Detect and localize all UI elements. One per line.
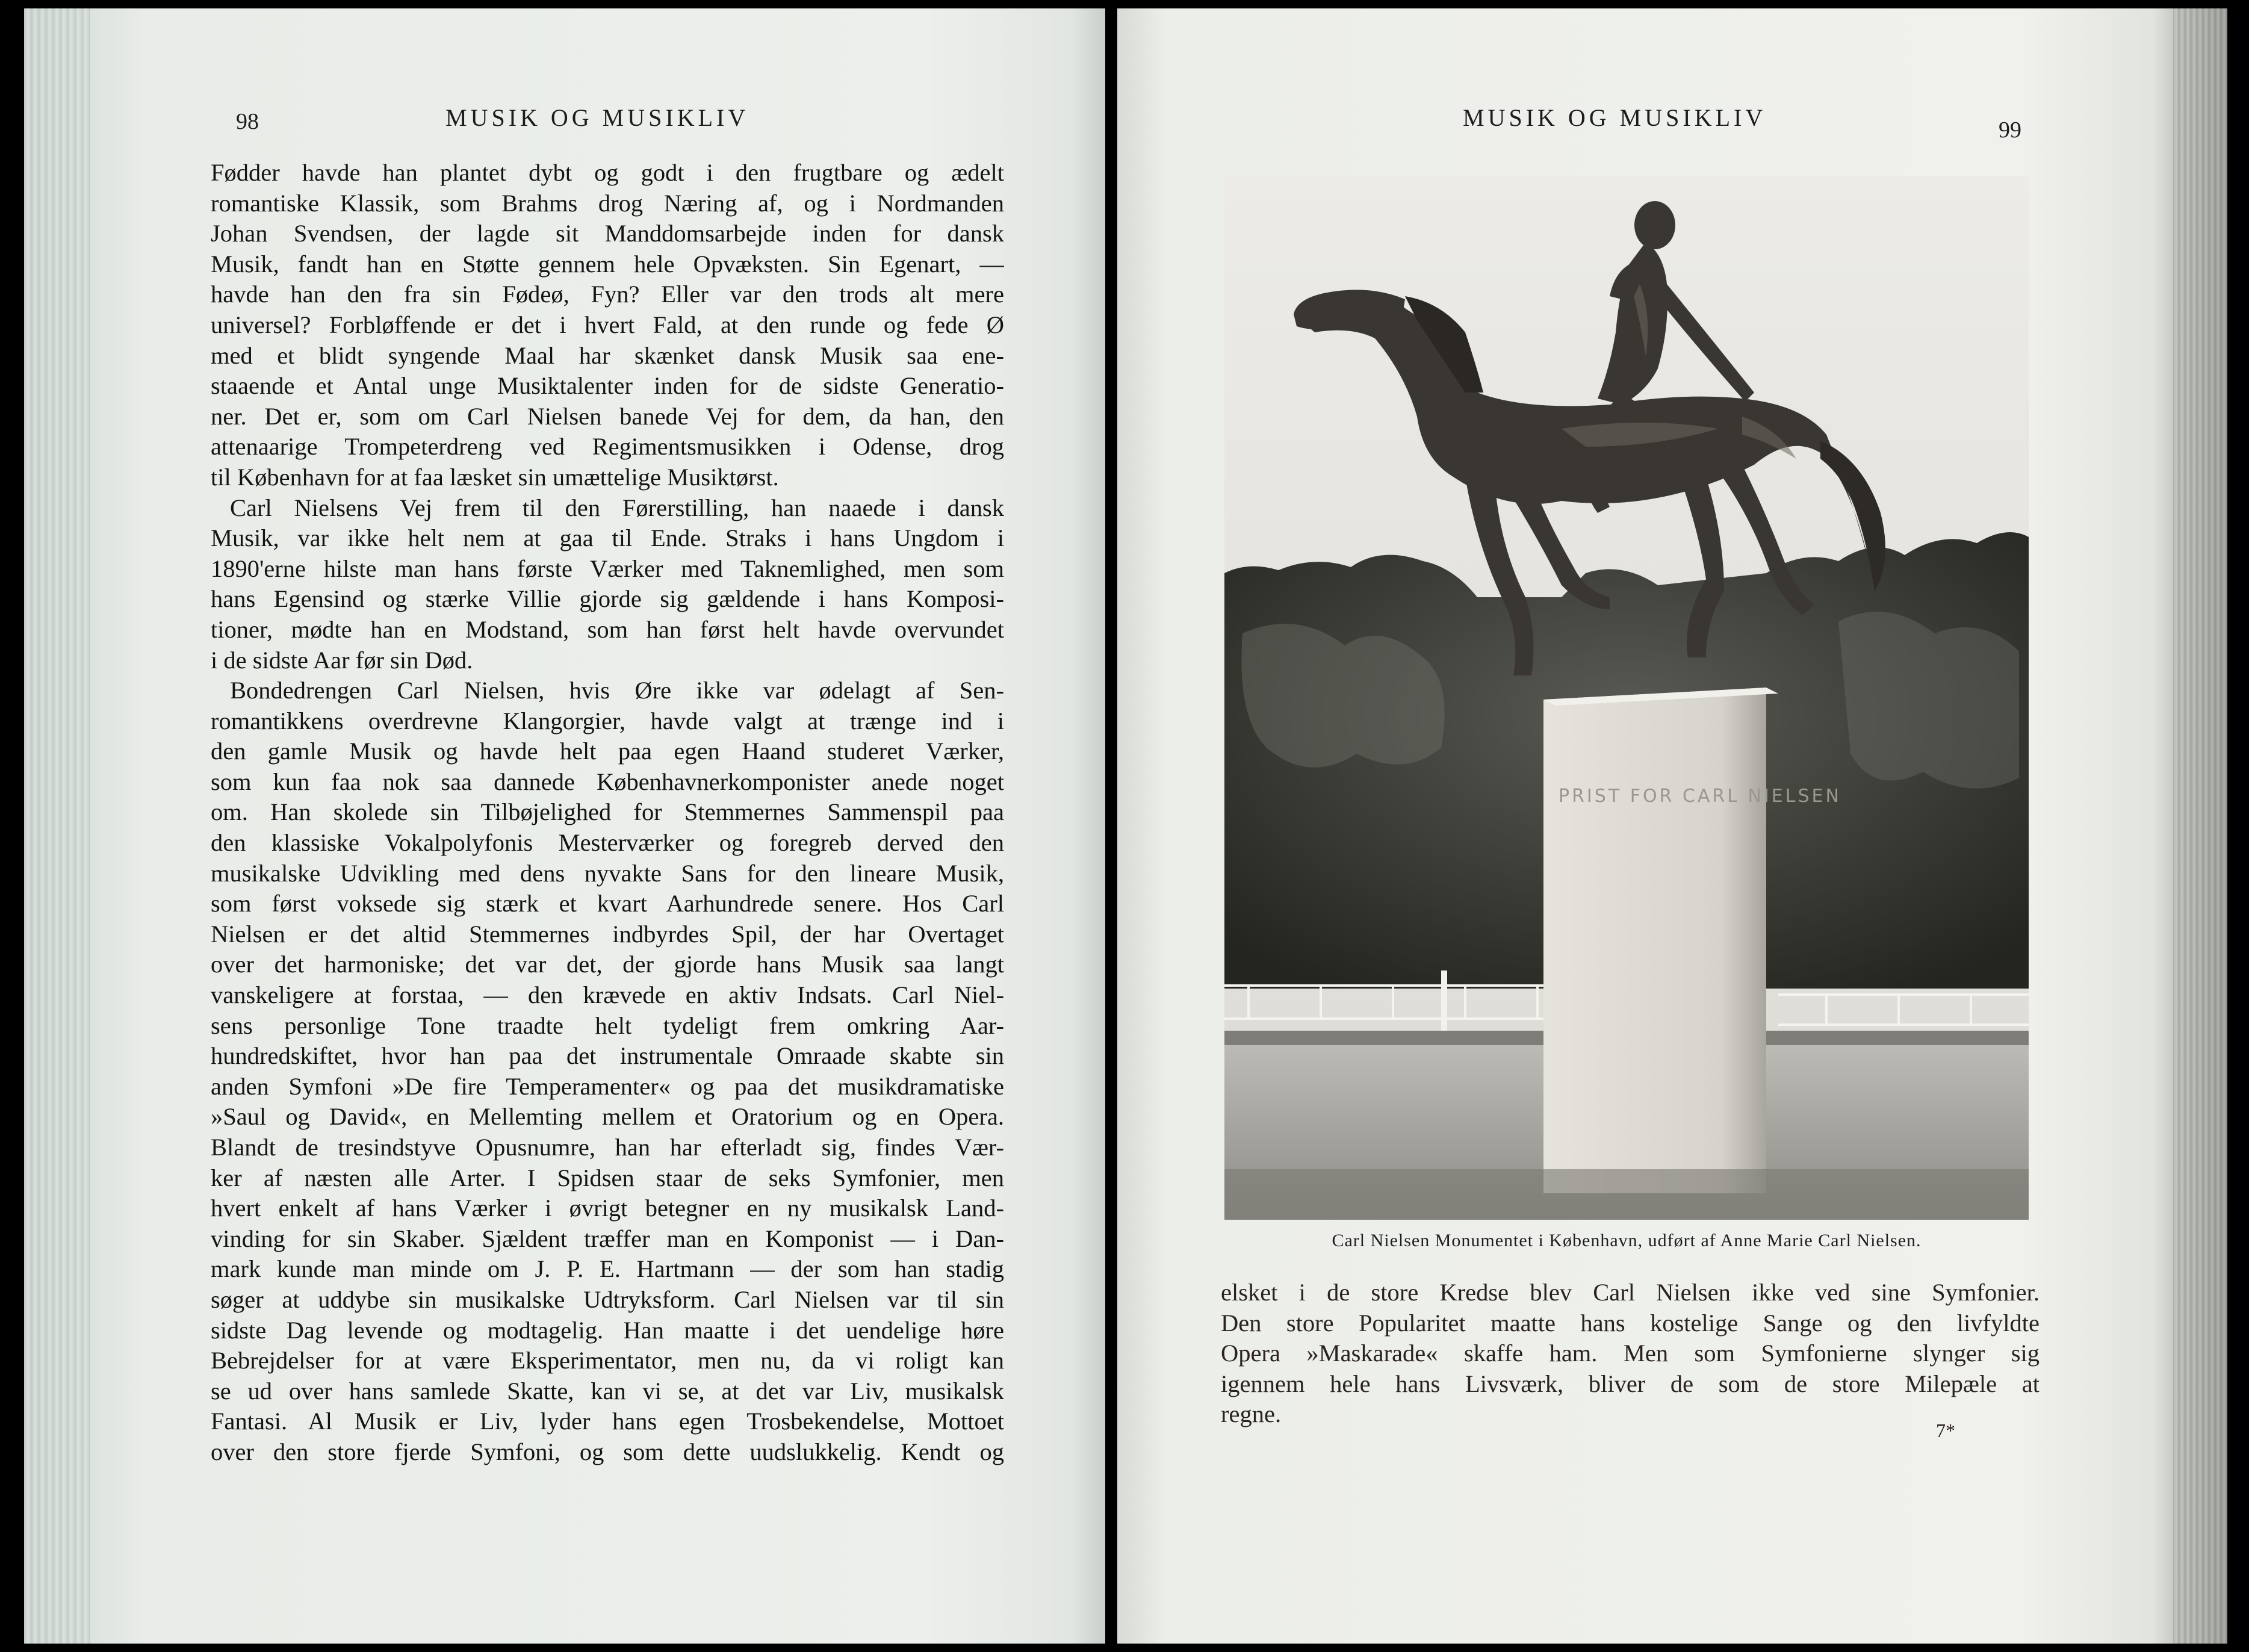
photo-trees-highlight <box>1838 612 2019 789</box>
text-line: søger at uddybe sin musikalske Udtryksform. Carl Nielsen var til sin <box>211 1285 1004 1313</box>
text-line: Fantasi. Al Musik er Liv, lyder hans egen Trosbekendelse, Mottoet <box>211 1408 1004 1435</box>
text-line: sens personlige Tone traadte helt tydeligt frem omkring Aar- <box>211 1011 1004 1039</box>
text-line: Nielsen er det altid Stemmernes indbyrdes Spil, der har Overtaget <box>211 920 1004 948</box>
text-line: sidste Dag levende og modtagelig. Han maatte i det uendelige høre <box>211 1316 1004 1344</box>
text-line: anden Symfoni »De fire Temperamenter« og paa det musikdramatiske <box>211 1072 1004 1100</box>
left-page-body <box>211 158 1004 1468</box>
monument-inscription: PRIST FOR CARL NIELSEN <box>1559 786 1841 807</box>
text-line: igennem hele hans Livsværk, bliver de som de store Milepæle at <box>1221 1370 2040 1397</box>
text-line: ner. Det er, som om Carl Nielsen banede Vej for dem, da han, den <box>211 402 1004 430</box>
text-line: som først voksede sig stærk et kvart Aarhundrede senere. Hos Carl <box>211 890 1004 918</box>
text-line: hvert enkelt af hans Værker i øvrigt betegner en ny musikalsk Land- <box>211 1194 1004 1222</box>
text-line: Carl Nielsens Vej frem til den Førerstilling, han naaede i dansk <box>230 494 1004 521</box>
text-line: om. Han skolede sin Tilbøjelighed for Stemmernes Sammenspil paa <box>211 798 1004 826</box>
monument-photo-svg <box>1224 176 2029 1220</box>
page-number-right: 99 <box>1999 117 2021 143</box>
text-line: Musik, fandt han en Støtte gennem hele Opvæksten. Sin Egenart, — <box>211 250 1004 278</box>
text-line: regne. <box>1221 1400 1282 1428</box>
text-line: hans Egensind og stærke Villie gjorde sig gældende i hans Komposi- <box>211 585 1004 613</box>
page-number-left: 98 <box>236 109 259 134</box>
text-line: mark kunde man minde om J. P. E. Hartmann — der som han stadig <box>211 1255 1004 1283</box>
signature-mark: 7* <box>1936 1420 1955 1441</box>
text-line: tioner, mødte han en Modstand, som han først helt havde overvundet <box>211 615 1004 643</box>
text-line: »Saul og David«, en Mellemting mellem et Oratorium og en Opera. <box>211 1103 1004 1131</box>
running-head-right: MUSIK OG MUSIKLIV <box>1463 104 1767 131</box>
text-line: den klassiske Vokalpolyfonis Mesterværker og foregreb derved den <box>211 829 1004 857</box>
page-edges-left <box>24 8 90 1644</box>
text-line: Fødder havde han plantet dybt og godt i den frugtbare og ædelt <box>211 159 1004 186</box>
text-line: 1890'erne hilste man hans første Værker med Taknemlighed, men som <box>211 554 1004 582</box>
text-line: vanskeligere at forstaa, — den krævede en aktiv Indsats. Carl Niel- <box>211 981 1004 1009</box>
text-line: som kun faa nok saa dannede Københavnerkomponister anede noget <box>211 768 1004 795</box>
text-line: Den store Popularitet maatte hans kostelige Sange og den livfyldte <box>1221 1309 2040 1337</box>
right-page-body <box>1221 1278 2040 1430</box>
page-edges-right <box>2173 8 2227 1644</box>
text-line: hundredskiftet, hvor han paa det instrumentale Omraade skabte sin <box>211 1042 1004 1070</box>
book-gutter <box>1105 0 1117 1652</box>
text-line: elsket i de store Kredse blev Carl Nielsen ikke ved sine Symfonier. <box>1221 1279 2040 1306</box>
text-line: Opera »Maskarade« skaffe ham. Men som Symfonierne slynger sig <box>1221 1340 2040 1367</box>
monument-plinth <box>1543 688 1766 1193</box>
monument-photo <box>1224 176 2029 1220</box>
text-line: Musik, var ikke helt nem at gaa til Ende. Straks i hans Ungdom i <box>211 524 1004 552</box>
text-line: ker af næsten alle Arter. I Spidsen staar de seks Symfonier, men <box>211 1164 1004 1191</box>
text-line: musikalske Udvikling med dens nyvakte Sans for den lineare Musik, <box>211 859 1004 887</box>
text-line: over det harmoniske; det var det, der gjorde hans Musik saa langt <box>211 951 1004 978</box>
text-line: havde han den fra sin Fødeø, Fyn? Eller var den trods alt mere <box>211 281 1004 308</box>
text-line: i de sidste Aar før sin Død. <box>211 646 473 674</box>
text-line: med et blidt syngende Maal har skænket dansk Musik saa ene- <box>211 341 1004 369</box>
figure-caption: Carl Nielsen Monumentet i København, udført af Anne Marie Carl Nielsen. <box>1332 1231 1922 1250</box>
text-line: se ud over hans samlede Skatte, kan vi se, at det var Liv, musikalsk <box>211 1377 1004 1405</box>
running-head-left: MUSIK OG MUSIKLIV <box>445 104 749 131</box>
text-line: attenaarige Trompeterdreng ved Regimentsmusikken i Odense, drog <box>211 433 1004 461</box>
text-line: til København for at faa læsket sin umættelige Musiktørst. <box>211 463 779 491</box>
text-line: universel? Forbløffende er det i hvert Fald, at den runde og fede Ø <box>211 311 1004 338</box>
text-line: Bebrejdelser for at være Eksperimentator, men nu, da vi roligt kan <box>211 1347 1004 1374</box>
text-line: romantikkens overdrevne Klangorgier, havde valgt at trænge ind i <box>211 707 1004 734</box>
photo-ground-shadow <box>1224 1169 2029 1220</box>
text-line: romantiske Klassik, som Brahms drog Næring af, og i Nordmanden <box>211 189 1004 217</box>
text-line: over den store fjerde Symfoni, og som dette uudslukkelig. Kendt og <box>211 1438 1004 1465</box>
text-line: staaende et Antal unge Musiktalenter inden for de sidste Generatio- <box>211 372 1004 400</box>
text-line: Blandt de tresindstyve Opusnumre, han har efterladt sig, findes Vær- <box>211 1134 1004 1161</box>
text-line: Johan Svendsen, der lagde sit Manddomsarbejde inden for dansk <box>211 220 1004 247</box>
text-line: vinding for sin Skaber. Sjældent træffer man en Komponist — i Dan- <box>211 1225 1004 1252</box>
text-line: Bondedrengen Carl Nielsen, hvis Øre ikke var ødelagt af Sen- <box>230 677 1004 704</box>
text-line: den gamle Musik og havde helt paa egen Haand studeret Værker, <box>211 738 1004 765</box>
